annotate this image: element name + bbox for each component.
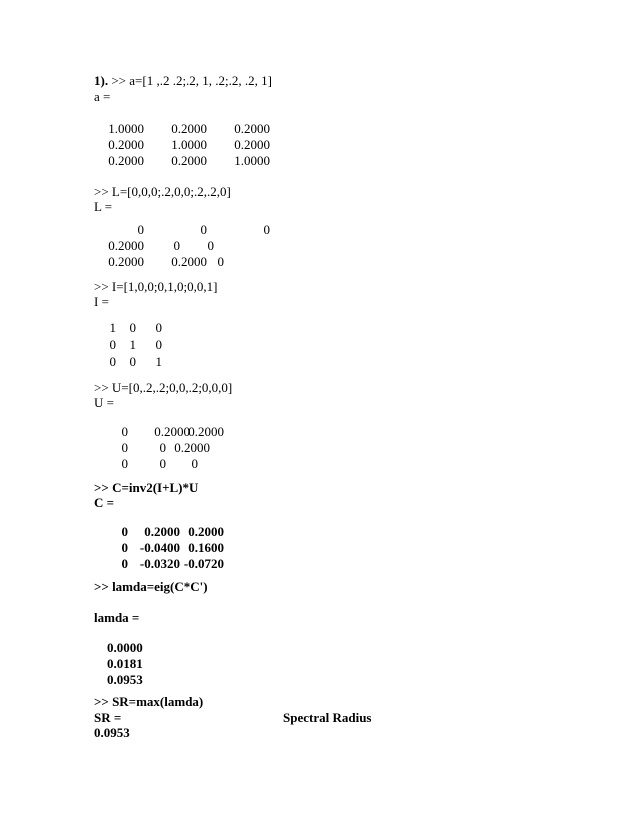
vector-cell: 0.0953 [107,672,143,687]
matrix-cell: 0 [263,222,270,237]
matrix-cell: 0.2000 [234,137,270,152]
matrix-cell: 0 [121,540,128,555]
output-C-label: C = [94,495,115,510]
vector-cell: 0.0000 [107,640,143,655]
command-SR: >> SR=max(lamda) [94,694,204,709]
matrix-cell: 0 [129,354,136,369]
command-I: >> I=[1,0,0;0,1,0;0,0,1] [94,279,218,294]
matrix-cell: 0.2000 [108,254,144,269]
matrix-cell: 0.2000 [234,121,270,136]
spectral-radius-note: Spectral Radius [283,710,372,725]
matrix-cell: 0 [121,456,128,471]
matrix-cell: 0.2000 [188,524,224,539]
matrix-cell: 0 [109,337,116,352]
question-label: 1). [94,73,109,88]
matrix-cell: 1 [129,337,136,352]
matrix-cell: 0.2000 [154,424,190,439]
matrix-cell: -0.0320 [139,556,180,571]
vector-cell: 0.0181 [107,656,143,671]
output-lamda-label: lamda = [94,610,140,625]
matrix-cell: 0 [155,320,162,335]
matrix-cell: 1 [155,354,162,369]
matrix-cell: 0.2000 [108,153,144,168]
matrix-cell: 0 [191,456,198,471]
matrix-cell: 0 [121,440,128,455]
matrix-cell: 0 [109,354,116,369]
output-SR-label: SR = [94,710,122,725]
command-U: >> U=[0,.2,.2;0,0,.2;0,0,0] [94,380,233,395]
output-I-label: I = [94,294,109,309]
matrix-cell: 0 [159,456,166,471]
command-a-line [94,73,272,88]
matrix-cell: 1.0000 [171,137,207,152]
matrix-cell: 0 [159,440,166,455]
matrix-cell: 0.2000 [171,153,207,168]
matrix-cell: 0.2000 [171,254,207,269]
matrix-cell: 0 [129,320,136,335]
matrix-cell: 0.2000 [144,524,180,539]
matrix-cell: 0.2000 [188,424,224,439]
output-U-label: U = [94,395,114,410]
matrix-cell: 0 [173,238,180,253]
matrix-cell: 0.2000 [108,238,144,253]
matrix-cell: 0 [121,556,128,571]
matrix-cell: 0 [121,424,128,439]
command-L: >> L=[0,0,0;.2,0,0;.2,.2,0] [94,184,231,199]
matrix-cell: 0 [121,524,128,539]
command-lamda: >> lamda=eig(C*C') [94,579,208,594]
matrix-cell: 0 [207,238,214,253]
matrix-cell: 0.1600 [188,540,224,555]
matrix-cell: -0.0400 [139,540,180,555]
matrix-cell: 1.0000 [234,153,270,168]
matrix-cell: 1 [109,320,116,335]
output-a-label: a = [94,89,111,104]
matrix-cell: 0 [217,254,224,269]
command-a: >> a=[1 ,.2 .2;.2, 1, .2;.2, .2, 1] [108,73,272,88]
matrix-cell: 0.2000 [108,137,144,152]
matrix-cell: 0 [155,337,162,352]
sr-value: 0.0953 [94,725,130,740]
matrix-cell: 0 [200,222,207,237]
command-C: >> C=inv2(I+L)*U [94,480,199,495]
matrix-cell: -0.0720 [183,556,224,571]
matrix-cell: 0 [137,222,144,237]
output-L-label: L = [94,199,113,214]
matrix-cell: 0.2000 [174,440,210,455]
matrix-cell: 0.2000 [171,121,207,136]
matrix-cell: 1.0000 [108,121,144,136]
